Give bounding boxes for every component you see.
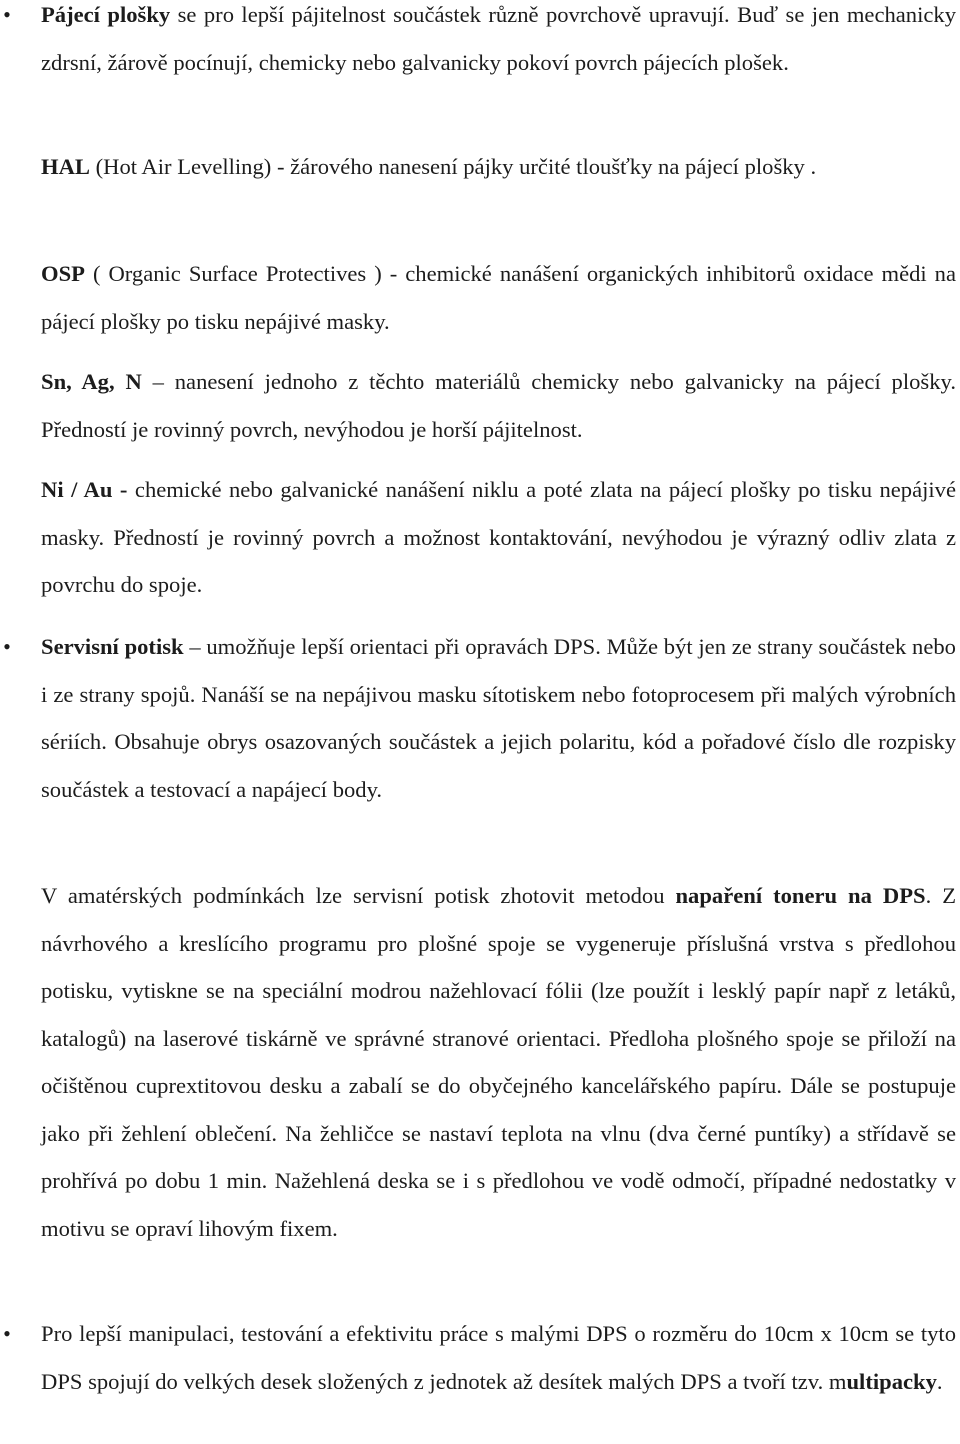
text: ( Organic Surface Protectives ) - chemické nanášení organických inhibitorů oxidace mědi na pájecí plošky po tisku nepájivé masky.	[41, 261, 956, 334]
paragraph-servisni-potisk	[41, 623, 956, 813]
term-hal: HAL	[41, 154, 90, 179]
paragraph-pajeci-plosky	[41, 0, 956, 86]
bullet-marker: •	[3, 634, 11, 659]
term-pajeci-plosky: Pájecí plošky	[41, 2, 171, 27]
term-servisni-potisk: Servisní potisk	[41, 634, 184, 659]
text: – umožňuje lepší orientaci při opravách DPS. Může být jen ze strany součástek nebo i ze strany spojů. Nanáší se na nepájivou masku sítotiskem nebo fotoprocesem při malých výrobních sériích. Obsahuje obrys osazovaných součástek a jejich polaritu, kód a pořadové číslo dle rozpisky součástek a testovací a napájecí body.	[41, 634, 956, 802]
bullet-marker: •	[3, 2, 11, 27]
paragraph-multipacky	[41, 1310, 956, 1405]
text: .	[936, 1368, 943, 1394]
bullet-marker: •	[3, 1321, 11, 1346]
text: V amatérských podmínkách lze servisní potisk zhotovit metodou	[41, 883, 676, 908]
term-sn-ag-n: Sn, Ag, N	[41, 369, 142, 394]
paragraph-hal	[41, 143, 956, 191]
paragraph-osp	[41, 250, 956, 345]
paragraph-amaterske-podminky	[41, 872, 956, 1252]
text: Pro lepší manipulaci, testování a efektivitu práce s malými DPS o rozměru do 10cm x 10cm se tyto DPS spojují do velkých desek složených z jednotek až desítek malých DPS a tvoří tzv. m	[41, 1321, 956, 1394]
term-osp: OSP	[41, 261, 85, 286]
text: se pro lepší pájitelnost součástek různě povrchově upravují. Buď se jen mechanicky zdrsní, žárově pocínují, chemicky nebo galvanicky pokoví povrch pájecích plošek.	[41, 2, 956, 75]
text: . Z návrhového a kreslícího programu pro plošné spoje se vygeneruje příslušná vrstva s předlohou potisku, vytiskne se na speciální modrou nažehlovací fólii (lze použít i lesklý papír např z letáků, katalogů) na laserové tiskárně ve správné stranové orientaci. Předloha plošného spoje se přiloží na očištěnou cuprextitovou desku a zabalí se do obyčejného kancelářského papíru. Dále se postupuje jako při žehlení oblečení. Na žehličce se nastaví teplota na vlnu (dva černé puntíky) a střídavě se prohřívá po dobu 1 min. Nažehlená deska se i s předlohou ve vodě odmočí, případné nedostatky v motivu se opraví lihovým fixem.	[41, 883, 956, 1241]
term-ni-au: Ni / Au -	[41, 477, 128, 502]
text: – nanesení jednoho z těchto materiálů chemicky nebo galvanicky na pájecí plošky. Předností je rovinný povrch, nevýhodou je horší pájitelnost.	[41, 369, 956, 442]
term-multipacky: ultipacky	[846, 1368, 937, 1394]
paragraph-sn-ag-n	[41, 358, 956, 453]
paragraph-ni-au	[41, 466, 956, 609]
term-napareni-toneru: napaření toneru na DPS	[675, 883, 926, 908]
text: chemické nebo galvanické nanášení niklu a poté zlata na pájecí plošky po tisku nepájivé masky. Předností je rovinný povrch a možnost kontaktování, nevýhodou je výrazný odliv zlata z povrchu do spoje.	[41, 477, 956, 597]
text: (Hot Air Levelling) - žárového nanesení pájky určité tloušťky na pájecí plošky .	[89, 154, 817, 179]
